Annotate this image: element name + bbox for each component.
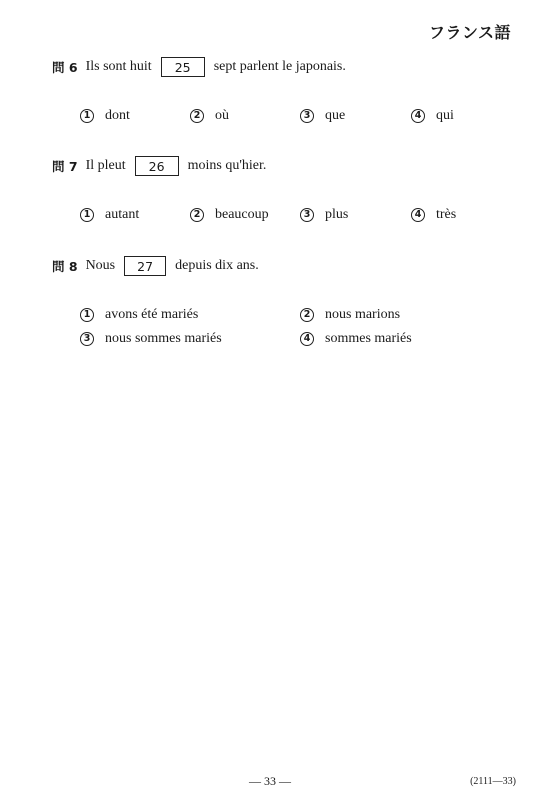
choice-label: très xyxy=(436,207,457,222)
choice-label: que xyxy=(325,108,346,123)
document-code: (2111—33) xyxy=(470,776,516,787)
choice-item[interactable] xyxy=(411,207,456,223)
choice-item[interactable] xyxy=(300,307,400,323)
choice-number-icon: 4 xyxy=(411,109,425,123)
choice-item[interactable] xyxy=(411,108,454,124)
answer-box[interactable]: 26 xyxy=(135,156,179,176)
choice-item[interactable] xyxy=(300,207,348,223)
question-text-after: moins qu'hier. xyxy=(187,158,267,173)
choice-number-icon: 3 xyxy=(300,208,314,222)
choice-number-icon: 3 xyxy=(80,332,94,346)
choice-item[interactable] xyxy=(300,331,412,347)
choice-number-icon: 1 xyxy=(80,208,94,222)
choice-label: où xyxy=(215,108,229,123)
page-number: — 33 — xyxy=(249,774,291,788)
choice-item[interactable] xyxy=(300,108,345,124)
choice-item[interactable] xyxy=(80,108,130,124)
question-text-before: Nous xyxy=(85,258,116,273)
answer-box[interactable]: 25 xyxy=(161,57,205,77)
question-label: 問 6 xyxy=(52,60,78,75)
question-text-before: Il pleut xyxy=(85,158,126,173)
choice-label: qui xyxy=(436,108,454,123)
choice-item[interactable] xyxy=(80,331,222,347)
question-label: 問 8 xyxy=(52,259,78,274)
question-text-after: sept parlent le japonais. xyxy=(213,59,346,74)
choice-label: nous sommes mariés xyxy=(105,331,222,346)
choice-number-icon: 2 xyxy=(300,308,314,322)
choice-label: nous marions xyxy=(325,307,401,322)
question-8 xyxy=(52,256,259,276)
answer-box[interactable]: 27 xyxy=(124,256,166,276)
choice-label: sommes mariés xyxy=(325,331,412,346)
choice-label: plus xyxy=(325,207,349,222)
choice-item[interactable] xyxy=(80,307,198,323)
question-text-after: depuis dix ans. xyxy=(175,258,259,273)
choice-label: beaucoup xyxy=(215,207,269,222)
choice-number-icon: 4 xyxy=(300,332,314,346)
choice-number-icon: 1 xyxy=(80,308,94,322)
page-title: フランス語 xyxy=(428,23,511,42)
choice-number-icon: 3 xyxy=(300,109,314,123)
question-7 xyxy=(52,156,266,176)
choice-number-icon: 4 xyxy=(411,208,425,222)
choice-item[interactable] xyxy=(80,207,139,223)
choice-label: avons été mariés xyxy=(105,307,199,322)
question-6 xyxy=(52,57,346,77)
choice-number-icon: 2 xyxy=(190,208,204,222)
choice-number-icon: 2 xyxy=(190,109,204,123)
question-label: 問 7 xyxy=(52,159,78,174)
choice-label: dont xyxy=(105,108,130,123)
choice-item[interactable] xyxy=(190,108,229,124)
choice-item[interactable] xyxy=(190,207,269,223)
choice-number-icon: 1 xyxy=(80,109,94,123)
choice-label: autant xyxy=(105,207,140,222)
question-text-before: Ils sont huit xyxy=(85,59,152,74)
